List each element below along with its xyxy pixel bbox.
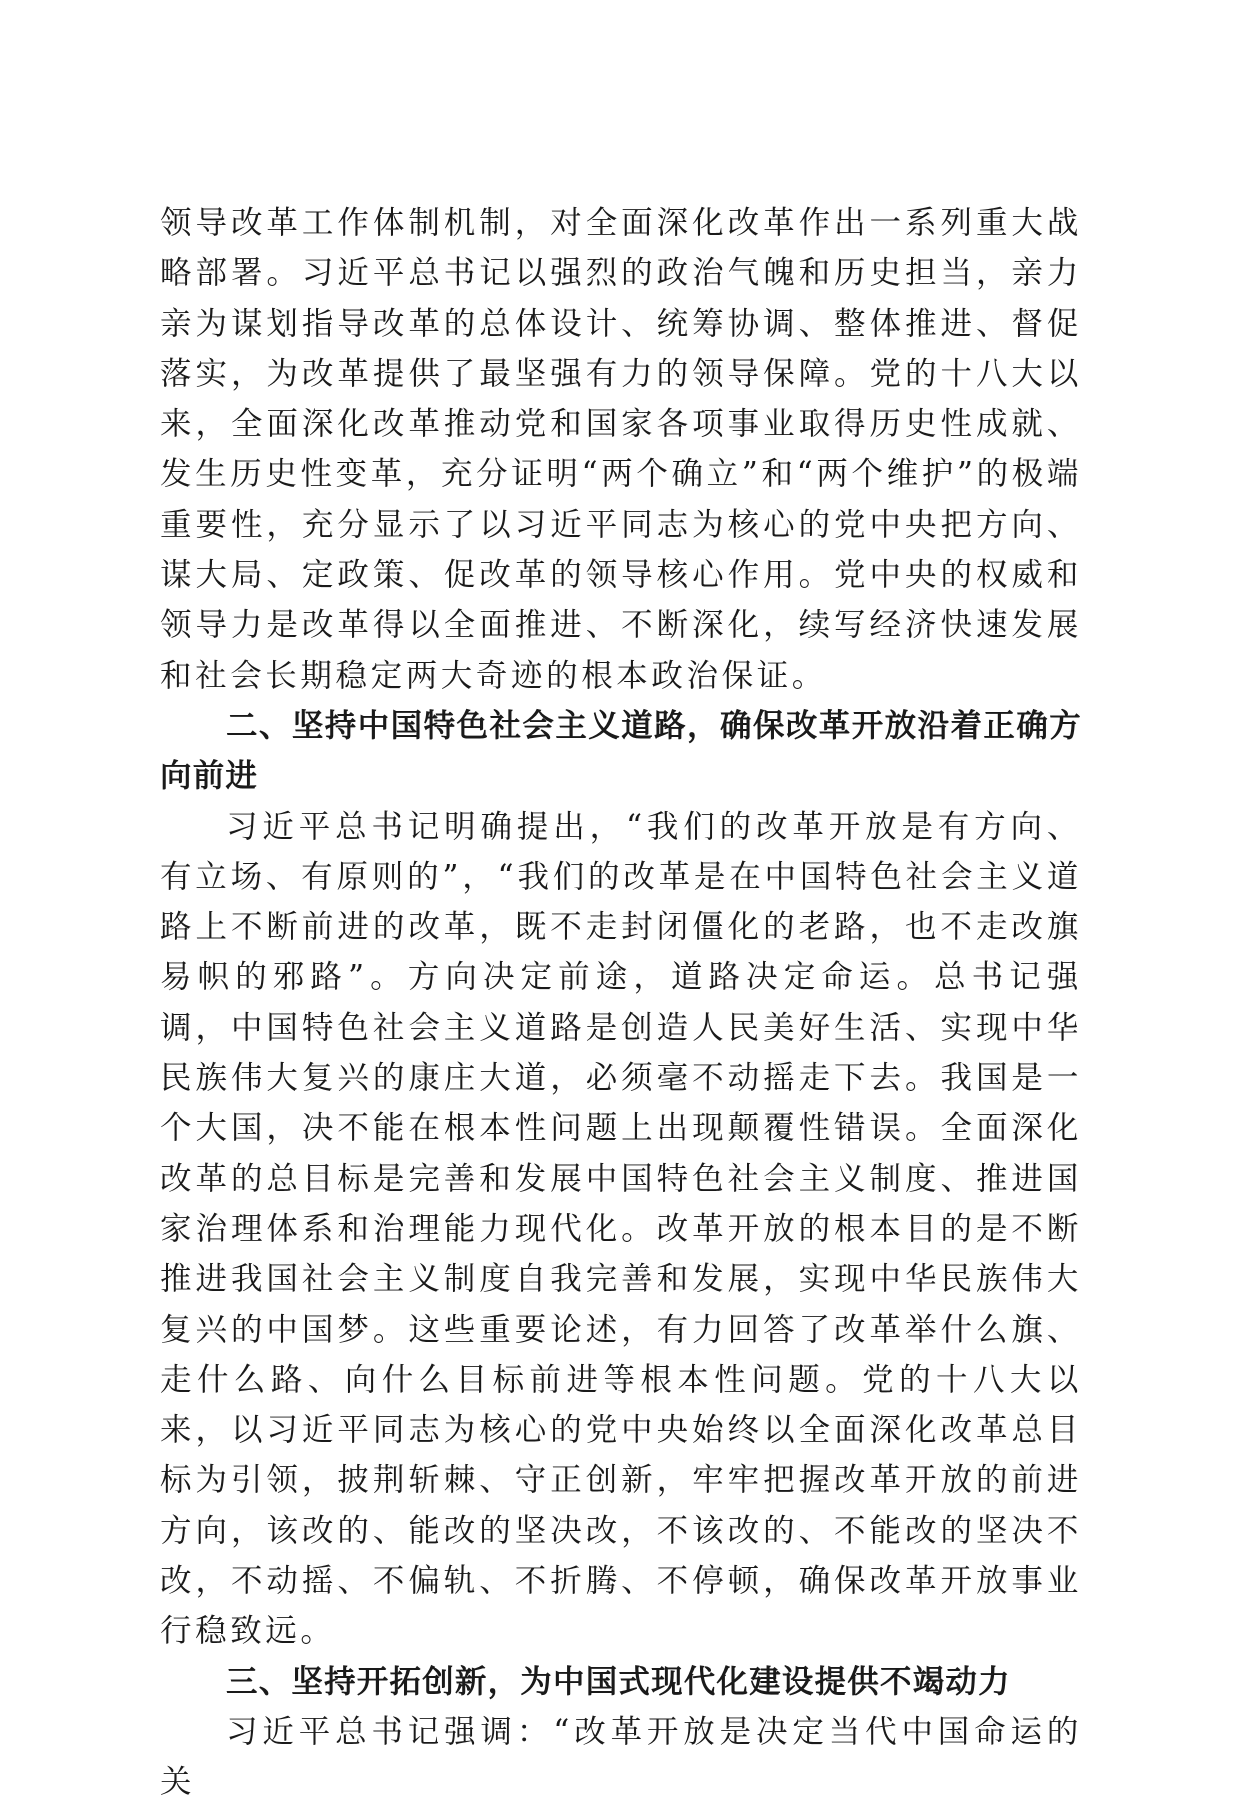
section-heading-3: 三、坚持开拓创新，为中国式现代化建设提供不竭动力 <box>226 1663 1011 1700</box>
section-heading-2: 二、坚持中国特色社会主义道路，确保改革开放沿着正确方向前进 <box>160 707 1082 795</box>
paragraph-innovation-partial: 习近平总书记强调：“改革开放是决定当代中国命运的关 <box>160 1713 1082 1801</box>
document-body <box>160 198 1082 1808</box>
paragraph-socialist-road: 习近平总书记明确提出，“我们的改革开放是有方向、有立场、有原则的”，“我们的改革是在中国特色社会主义道路上不断前进的改革，既不走封闭僵化的老路，也不走改旗易帜的邪路”。方向决定前途，道路决定命运。总书记强调，中国特色社会主义道路是创造人民美好生活、实现中华民族伟大复兴的康庄大道，必须毫不动摇走下去。我国是一个大国，决不能在根本性问题上出现颠覆性错误。全面深化改革的总目标是完善和发展中国特色社会主义制度、推进国家治理体系和治理能力现代化。改革开放的根本目的是不断推进我国社会主义制度自我完善和发展，实现中华民族伟大复兴的中国梦。这些重要论述，有力回答了改革举什么旗、走什么路、向什么目标前进等根本性问题。党的十八大以来，以习近平同志为核心的党中央始终以全面深化改革总目标为引领，披荆斩棘、守正创新，牢牢把握改革开放的前进方向，该改的、能改的坚决改，不该改的、不能改的坚决不改，不动摇、不偏轨、不折腾、不停顿，确保改革开放事业行稳致远。 <box>160 808 1082 1650</box>
paragraph-leadership-guarantee: 领导改革工作体制机制，对全面深化改革作出一系列重大战略部署。习近平总书记以强烈的政治气魄和历史担当，亲力亲为谋划指导改革的总体设计、统筹协调、整体推进、督促落实，为改革提供了最坚强有力的领导保障。党的十八大以来，全面深化改革推动党和国家各项事业取得历史性成就、发生历史性变革，充分证明“两个确立”和“两个维护”的极端重要性，充分显示了以习近平同志为核心的党中央把方向、谋大局、定政策、促改革的领导核心作用。党中央的权威和领导力是改革得以全面推进、不断深化，续写经济快速发展和社会长期稳定两大奇迹的根本政治保证。 <box>160 205 1082 694</box>
